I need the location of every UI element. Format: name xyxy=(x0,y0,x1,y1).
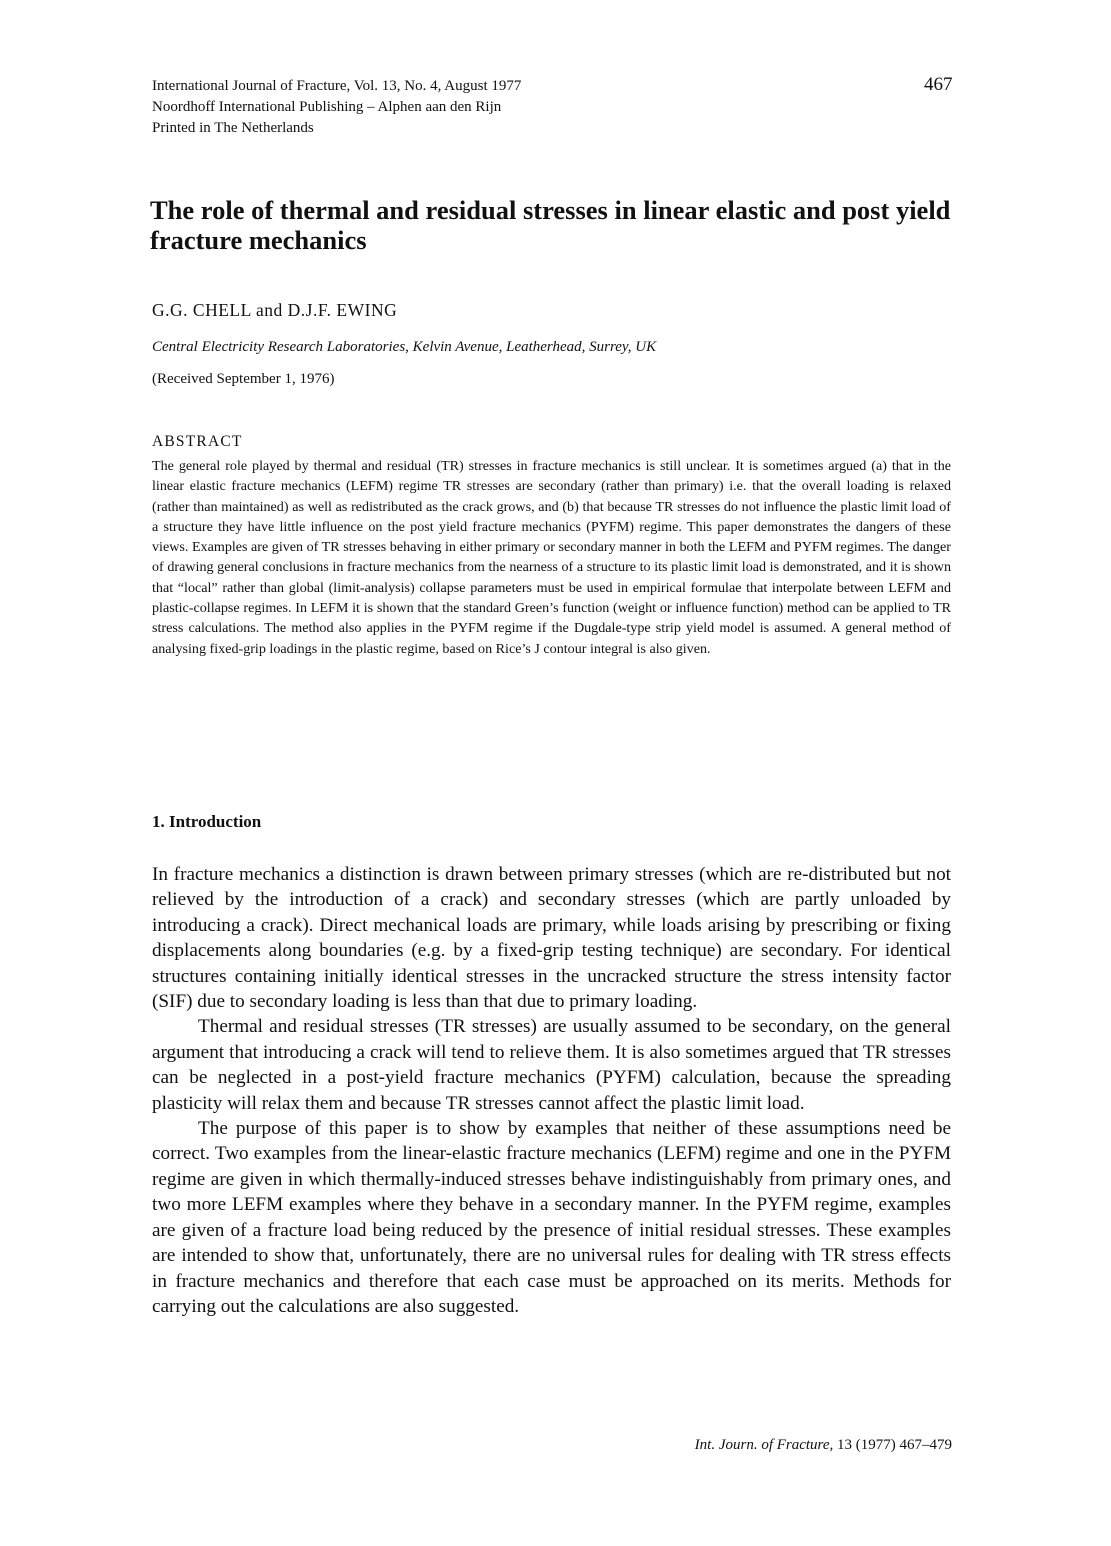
article-authors: G.G. CHELL and D.J.F. EWING xyxy=(152,300,398,320)
footer-journal-name: Int. Journ. of Fracture, xyxy=(694,1437,834,1453)
paragraph: The purpose of this paper is to show by examples that neither of these assumptions need be correct. Two examples from the linear-elastic fracture mechanics (LEFM) regime and one in the PYFM regime are given in which thermally-induced stresses behave indistinguishably from primary ones, and two more LEFM examples where they behave in a secondary manner. In the PYFM regime, examples are given of a fracture load being reduced by the presence of initial residual stresses. These examples are intended to show that, unfortunately, there are no universal rules for dealing with TR stress effects in fracture mechanics and therefore that each case must be approached on its merits. Methods for carrying out the calculations are also suggested. xyxy=(152,1118,951,1317)
article-title: The role of thermal and residual stresses in linear elastic and post yield fracture mechanics xyxy=(150,195,951,255)
footer-citation xyxy=(640,1437,952,1454)
journal-masthead xyxy=(152,76,952,139)
paragraph: In fracture mechanics a distinction is drawn between primary stresses (which are re-distributed but not relieved by the introduction of a crack) and secondary stresses (which are partly unloaded by introducing a crack). Direct mechanical loads are primary, while loads arising by prescribing or fixing displacements along boundaries (e.g. by a fixed-grip testing technique) are secondary. For identical structures containing initially identical stresses in the uncracked structure the stress intensity factor (SIF) due to secondary loading is less than that due to primary loading. xyxy=(152,864,951,1013)
introduction-body xyxy=(152,862,951,1319)
section-heading-introduction: 1. Introduction xyxy=(152,812,262,831)
masthead-line: International Journal of Fracture, Vol. 13, No. 4, August 1977 xyxy=(152,78,522,94)
abstract-text: The general role played by thermal and residual (TR) stresses in fracture mechanics is still unclear. It is sometimes argued (a) that in the linear elastic fracture mechanics (LEFM) regime TR stresses are secondary (rather than primary) i.e. that the overall loading is relaxed (rather than maintained) as well as redistributed as the crack grows, and (b) that because TR stresses do not influence the plastic limit load of a structure they have little influence on the post yield fracture mechanics (PYFM) regime. This paper demonstrates the dangers of these views. Examples are given of TR stresses behaving in either primary or secondary manner in both the LEFM and PYFM regimes. The danger of drawing general conclusions in fracture mechanics from the nearness of a structure to its plastic limit load is demonstrated, and it is shown that “local” rather than global (limit-analysis) collapse parameters must be used in empirical formulae that interpolate between LEFM and plastic-collapse regimes. In LEFM it is shown that the standard Green’s function (weight or influence function) method can be applied to TR stress calculations. The method also applies in the PYFM regime if the Dugdale-type strip yield model is assumed. A general method of analysing fixed-grip loadings in the plastic regime, based on Rice’s J contour integral is also given. xyxy=(152,458,951,657)
masthead-line: Printed in The Netherlands xyxy=(152,120,314,136)
footer-volume-pages: 13 (1977) 467–479 xyxy=(837,1437,952,1453)
abstract-heading: ABSTRACT xyxy=(152,433,243,450)
paragraph: Thermal and residual stresses (TR stresses) are usually assumed to be secondary, on the general argument that introducing a crack will tend to relieve them. It is also sometimes argued that TR stresses can be neglected in a post-yield fracture mechanics (PYFM) calculation, because the spreading plasticity will relax them and because TR stresses cannot affect the plastic limit load. xyxy=(152,1016,951,1114)
masthead-line: Noordhoff International Publishing – Alphen aan den Rijn xyxy=(152,99,502,115)
author-affiliation: Central Electricity Research Laboratories, Kelvin Avenue, Leatherhead, Surrey, UK xyxy=(152,339,657,355)
received-date: (Received September 1, 1976) xyxy=(152,371,335,387)
page-number: 467 xyxy=(924,74,953,95)
